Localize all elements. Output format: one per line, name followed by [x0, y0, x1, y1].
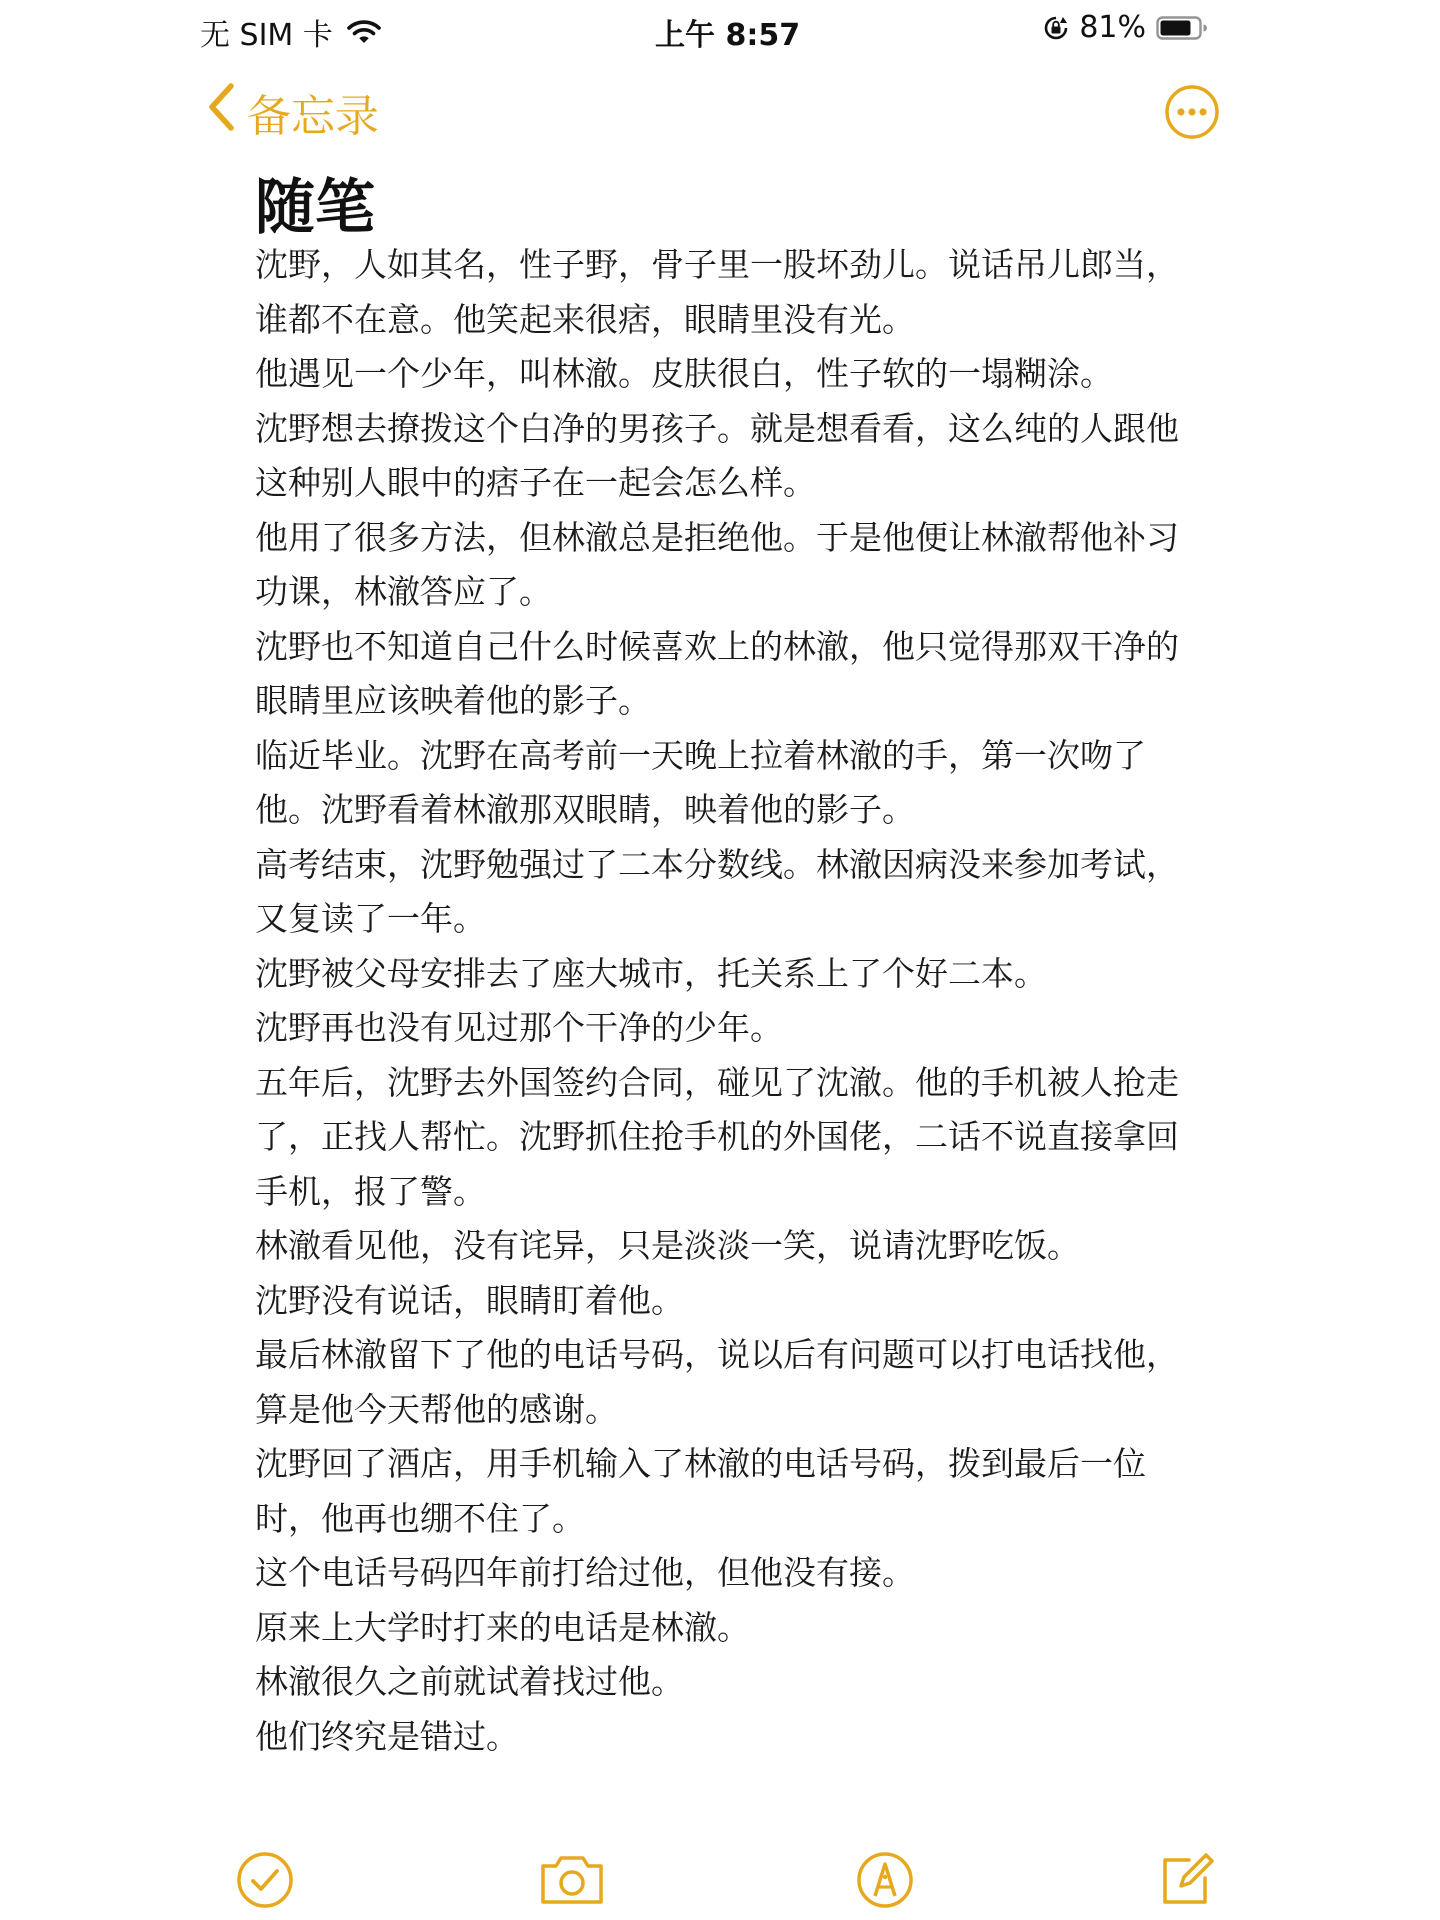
battery-percent: 81%: [1079, 10, 1146, 45]
note-paragraph: 沈野回了酒店，用手机输入了林澈的电话号码，拨到最后一位时，他再也绷不住了。: [255, 1444, 1146, 1538]
note-paragraph: 五年后，沈野去外国签约合同，碰见了沈澈。他的手机被人抢走了，正找人帮忙。沈野抓住抢手机的外国佬，二话不说直接拿回手机，报了警。: [255, 1062, 1179, 1211]
markup-pen-icon: [855, 1850, 915, 1910]
note-paragraph: 他用了很多方法，但林澈总是拒绝他。于是他便让林澈帮他补习功课，林澈答应了。: [255, 517, 1179, 611]
status-right: [1043, 10, 1208, 45]
note-paragraph: 临近毕业。沈野在高考前一天晚上拉着林澈的手，第一次吻了他。沈野看着林澈那双眼睛，映着他的影子。: [255, 735, 1146, 829]
note-body[interactable]: [255, 238, 1195, 1764]
notes-app-screen: [185, 0, 1260, 1920]
note-paragraph: 沈野想去撩拨这个白净的男孩子。就是想看看，这么纯的人跟他这种别人眼中的痞子在一起会怎么样。: [255, 408, 1179, 502]
more-options-button[interactable]: [1164, 84, 1220, 140]
compose-button[interactable]: [1155, 1850, 1215, 1910]
status-bar: [185, 0, 1260, 55]
note-paragraph: 他们终究是错过。: [255, 1716, 519, 1756]
note-title[interactable]: 随笔: [255, 173, 375, 243]
ellipsis-circle-icon: [1164, 84, 1220, 140]
camera-button[interactable]: [537, 1850, 607, 1910]
bottom-toolbar: [185, 1850, 1260, 1920]
status-left: [200, 10, 381, 54]
carrier-label: 无 SIM 卡: [200, 18, 333, 53]
wifi-icon: [347, 19, 381, 45]
checklist-button[interactable]: [235, 1850, 295, 1910]
note-paragraph: 林澈看见他，没有诧异，只是淡淡一笑，说请沈野吃饭。: [255, 1226, 1080, 1265]
back-button[interactable]: [205, 80, 379, 144]
nav-bar: [185, 70, 1260, 150]
note-paragraph: 高考结束，沈野勉强过了二本分数线。林澈因病没来参加考试，又复读了一年。: [255, 844, 1179, 938]
compose-icon: [1155, 1850, 1215, 1910]
status-time: 上午 8:57: [655, 18, 801, 53]
note-paragraph: 他遇见一个少年，叫林澈。皮肤很白，性子软的一塌糊涂。: [255, 354, 1113, 393]
note-paragraph: 沈野再也没有见过那个干净的少年。: [255, 1008, 783, 1047]
note-paragraph: 沈野也不知道自己什么时候喜欢上的林澈，他只觉得那双干净的眼睛里应该映着他的影子。: [255, 626, 1179, 720]
markup-button[interactable]: [855, 1850, 915, 1910]
note-paragraph: 林澈很久之前就试着找过他。: [255, 1662, 684, 1701]
back-label: 备忘录: [247, 91, 379, 142]
orientation-lock-icon: [1043, 15, 1069, 41]
chevron-left-icon: [205, 82, 237, 143]
note-paragraph: 沈野没有说话，眼睛盯着他。: [255, 1280, 684, 1320]
note-paragraph: 这个电话号码四年前打给过他，但他没有接。: [255, 1553, 915, 1592]
note-paragraph: 沈野，人如其名，性子野，骨子里一股坏劲儿。说话吊儿郎当，谁都不在意。他笑起来很痞，眼睛里没有光。: [255, 245, 1179, 339]
camera-icon: [537, 1850, 607, 1910]
note-paragraph: 原来上大学时打来的电话是林澈。: [255, 1607, 750, 1647]
note-paragraph: 最后林澈留下了他的电话号码，说以后有问题可以打电话找他，算是他今天帮他的感谢。: [255, 1335, 1179, 1429]
checklist-icon: [235, 1850, 295, 1910]
note-paragraph: 沈野被父母安排去了座大城市，托关系上了个好二本。: [255, 953, 1047, 993]
battery-icon: [1156, 15, 1208, 41]
